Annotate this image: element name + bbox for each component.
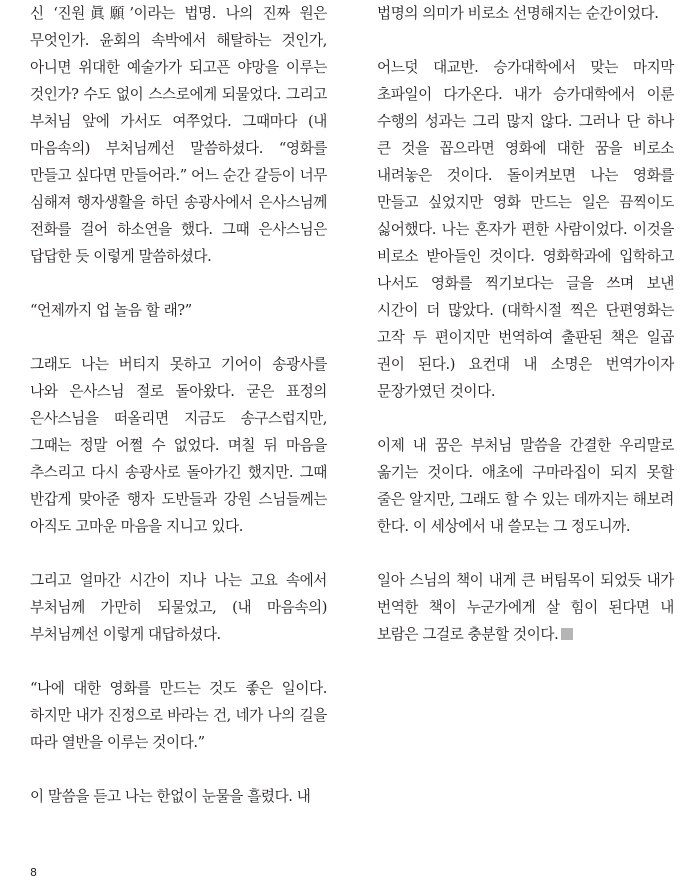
paragraph: 이 말씀을 듣고 나는 한없이 눈물을 흘렸다. 내 [30,788,311,805]
paragraph: 이제 내 꿈은 부처님 말씀을 간결한 우리말로 옮기는 것이다. 애초에 구마라집이 되지 못할 줄은 알지만, 그래도 할 수 있는 데까지는 해보려 한다. 이 세상에서 내 쓸모는 그 정도니까. [377,437,674,535]
paragraph: “나에 대한 영화를 만드는 것도 좋은 일이다. 하지만 내가 진정으로 바라는 건, 네가 나의 길을 따라 열반을 이루는 것이다.” [30,680,327,751]
paragraph: “언제까지 업 놀음 할 래?” [30,302,192,319]
end-of-article-mark [561,628,573,640]
page-number: 8 [30,866,37,879]
paragraph: 어느덧 대교반. 승가대학에서 맞는 마지막 초파일이 다가온다. 내가 승가대학에서 이룬 수행의 성과는 그리 많지 않다. 그러나 단 하나 큰 것을 꼽으라면 영화에 대한 꿈을 비로소 내려놓은 것이다. 돌이켜보면 나는 영화를 만들고 싶었지만 영화 만드는 일은 끔찍이도 싫어했다. 나는 혼자가 편한 사람이었다. 이것을 비로소 받아들인 것이다. 영화학과에 입학하고 나서도 영화를 찍기보다는 글을 쓰며 보낸 시간이 더 많았다. (대학시절 찍은 단편영화는 고작 두 편이지만 번역하여 출판된 책은 일곱 권이 된다.) 요컨대 내 소명은 번역가이자 문장가였던 것이다. [377,59,674,400]
paragraph-text: 일아 스님의 책이 내게 큰 버팀목이 되었듯 내가 번역한 책이 누군가에게 살 힘이 된다면 내 보람은 그걸로 충분할 것이다. [377,572,674,643]
left-column [30,0,327,837]
paragraph: 법명의 의미가 비로소 선명해지는 순간이었다. [377,5,659,22]
right-column [377,0,674,675]
final-paragraph [377,567,674,648]
paragraph: 신 ‘진원眞願’이라는 법명. 나의 진짜 원은 무엇인가. 윤회의 속박에서 해탈하는 것인가, 아니면 위대한 예술가가 되고픈 야망을 이루는 것인가? 수도 없이 스스로에게 되물었다. 그리고 부처님 앞에 가서도 여쭈었다. 그때마다 (내 마음속의) 부처님께선 말씀하셨다. “영화를 만들고 싶다면 만들어라.” 어느 순간 갈등이 너무 심해져 행자생활을 하던 송광사에서 은사스님께 전화를 걸어 하소연을 했다. 그때 은사스님은 답답한 듯 이렇게 말씀하셨다. [30,5,327,265]
paragraph: 그래도 나는 버티지 못하고 기어이 송광사를 나와 은사스님 절로 돌아왔다. 굳은 표정의 은사스님을 떠올리면 지금도 송구스럽지만, 그때는 정말 어쩔 수 없었다. 며칠 뒤 마음을 추스리고 다시 송광사로 돌아가긴 했지만. 그때 반갑게 맞아준 행자 도반들과 강원 스님들께는 아직도 고마운 마음을 지니고 있다. [30,356,327,535]
paragraph: 그리고 얼마간 시간이 지나 나는 고요 속에서 부처님께 가만히 되물었고, (내 마음속의) 부처님께선 이렇게 대답하셨다. [30,572,327,643]
